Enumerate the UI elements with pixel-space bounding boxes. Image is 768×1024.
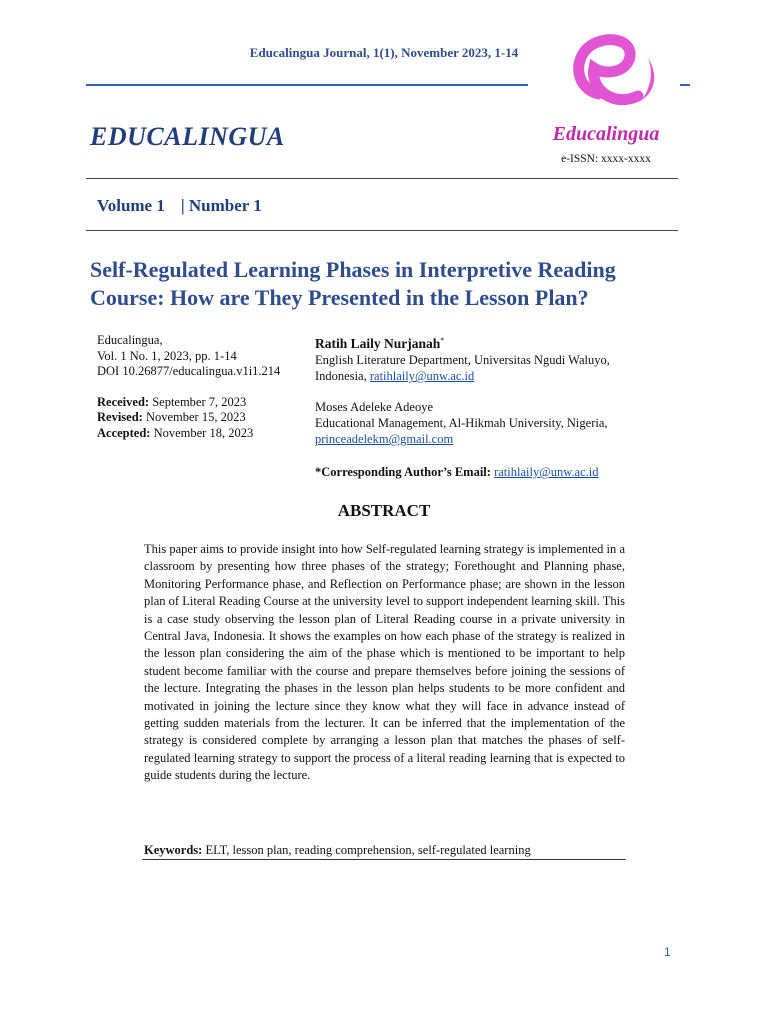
header-rule-end (680, 84, 690, 86)
author2-name: Moses Adeleke Adeoye (315, 400, 434, 415)
corresponding-email-line: *Corresponding Author’s Email: ratihlaily@unw.ac.id (315, 465, 599, 480)
author1-name: Ratih Laily Nurjanah (315, 336, 441, 352)
eissn-label: e-ISSN: xxxx-xxxx (561, 153, 651, 165)
volume-label: Volume 1 (97, 196, 165, 215)
article-meta (97, 333, 307, 441)
journal-title: EDUCALINGUA (90, 122, 285, 151)
meta-journal: Educalingua, (97, 333, 163, 347)
keywords-rule (142, 859, 626, 860)
author1-affiliation: English Literature Department, Universitas Ngudi Waluyo, (315, 353, 610, 368)
header-rule (86, 84, 528, 86)
meta-citation: Vol. 1 No. 1, 2023, pp. 1-14 (97, 348, 237, 363)
author1-email-link[interactable]: ratihlaily@unw.ac.id (369, 369, 475, 384)
journal-citation-header: Educalingua Journal, 1(1), November 2023, 1-14 (249, 45, 519, 60)
meta-received: Received: September 7, 2023 (97, 394, 247, 409)
meta-accepted: Accepted: November 18, 2023 (97, 425, 254, 440)
author1-country-line: Indonesia, ratihlaily@unw.ac.id (315, 369, 475, 384)
logo-brand-text: Educalingua (552, 123, 660, 145)
keywords-text: ELT, lesson plan, reading comprehension, self-regulated learning (205, 843, 531, 857)
number-label: | Number 1 (180, 196, 262, 215)
abstract-heading: ABSTRACT (337, 501, 431, 520)
page-number: 1 (664, 945, 671, 959)
keywords-label: Keywords: (144, 843, 203, 857)
paper-title: Self-Regulated Learning Phases in Interpretive Reading Course: How are They Presented in the Lesson Plan? (90, 257, 616, 310)
author2-email-link[interactable]: princeadelekm@gmail.com (315, 432, 454, 447)
keywords-line (144, 842, 625, 859)
meta-revised: Revised: November 15, 2023 (97, 410, 246, 424)
title-rule-top (86, 178, 678, 179)
title-rule-bottom (86, 230, 678, 231)
author2-affiliation: Educational Management, Al-Hikmah University, Nigeria, (315, 416, 608, 431)
meta-doi: DOI 10.26877/educalingua.v1i1.214 (97, 364, 281, 378)
author1-name-line (315, 333, 675, 352)
author1-mark: * (440, 336, 445, 345)
issue-info (97, 196, 262, 216)
author-block (315, 333, 675, 480)
corresponding-email-link[interactable]: ratihlaily@unw.ac.id (494, 465, 599, 480)
abstract-body: This paper aims to provide insight into how Self-regulated learning strategy is implemented in a classroom by presenting how three phases of the strategy; Forethought and Planning phase, Monitoring Performance phase, and Reflection on Performance phase; are shown in the lesson plan of Literal Reading Course at the university level to support independent learning skill. This is a case study observing the lesson plan of Literal Reading course in a private university in Central Java, Indonesia. It shows the examples on how each phase of the strategy is realized in the lesson plan considering the aim of the phase which is mentioned to be important to help student become familiar with the course and prepare themselves before joining the sessions of the lecture. Integrating the phases in the lesson plan helps students to be more confident and motivated in joining the lecture since they know what they will face in advance instead of getting sudden materials from the lecturer. It can be inferred that the implementation of the strategy is considered complete by arranging a lesson plan that matches the phases of self-regulated learning strategy to support the process of a literal reading learning that is expected to guide students during the lecture. (144, 542, 625, 783)
